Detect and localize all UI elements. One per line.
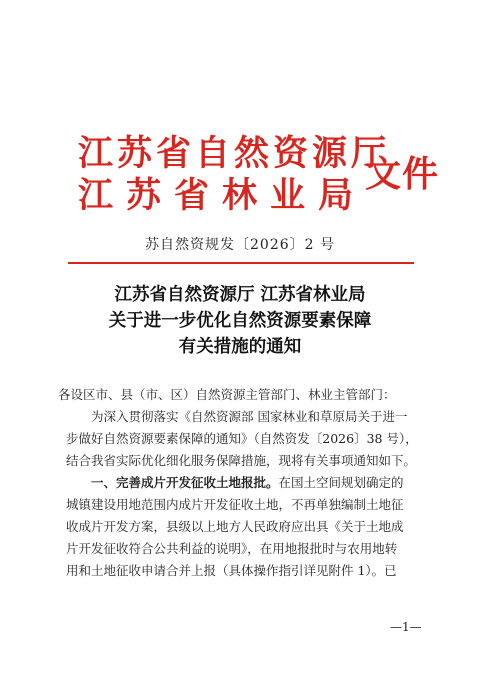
title-line-3: 有关措施的通知 xyxy=(178,337,302,357)
title-line-2: 关于进一步优化自然资源要素保障 xyxy=(108,311,372,331)
issuer-line-1: 江苏省自然资源厅 xyxy=(78,133,391,174)
issuer-line-2: 江苏省林业局 xyxy=(78,175,367,216)
page-number: —1— xyxy=(390,620,422,634)
paragraph-1-line-3: 结合我省实际优化细化服务保障措施，现将有关事项通知如下。 xyxy=(66,453,417,468)
document-number: 苏自然资规发〔2026〕2 号 xyxy=(145,237,335,253)
section-1-heading: 一、完善成片开发征收土地报批。 xyxy=(91,475,279,490)
section-1-lead: 在国土空间规划确定的 xyxy=(278,475,404,490)
document-type: 文件 xyxy=(365,153,440,195)
paragraph-1-line-2: 步做好自然资源要素保障的通知》（自然资发〔2026〕38 号）， xyxy=(66,431,418,446)
section-1-line-2: 城镇建设用地范围内成片开发征收土地，不再单独编制土地征 xyxy=(66,497,404,512)
section-1-line-5: 用和土地征收申请合并上报（具体操作指引详见附件 1）。已 xyxy=(66,563,397,578)
title-line-1: 江苏省自然资源厅 江苏省林业局 xyxy=(114,285,366,305)
section-1-line-4: 片开发征收符合公共利益的说明》，在用地报批时与农用地转 xyxy=(66,541,398,556)
addressee: 各设区市、县（市、区）自然资源主管部门、林业主管部门： xyxy=(58,387,396,402)
paragraph-1-line-1: 为深入贯彻落实《自然资源部 国家林业和草原局关于进一 xyxy=(91,409,408,424)
section-1-first-line xyxy=(91,472,443,494)
section-1-line-3: 收成片开发方案，县级以上地方人民政府应出具《关于土地成 xyxy=(66,519,404,534)
red-divider-line xyxy=(68,262,414,264)
